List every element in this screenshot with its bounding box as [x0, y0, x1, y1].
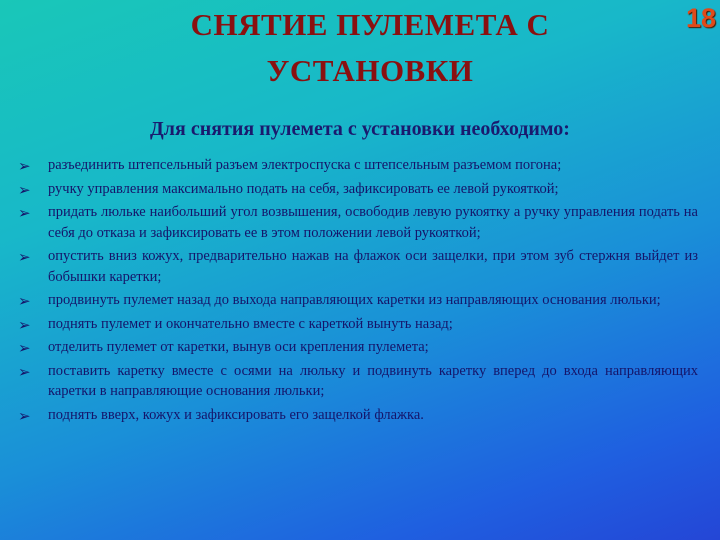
arrow-bullet-icon: ➢ [18, 315, 31, 334]
arrow-bullet-icon: ➢ [18, 292, 31, 310]
list-item [18, 337, 698, 358]
slide-title [150, 2, 590, 94]
list-item-text: опустить вниз кожух, предварительно нажав на флажок оси защелки, при этом зуб стержня выйдет из бобышки каретки; [48, 248, 698, 285]
list-item-text: придать люльке наибольший угол возвышения, освободив левую рукоятку а ручку управления подать на себя до отказа и зафиксировать ее в этом положении левой рукояткой; [48, 204, 698, 241]
title-line-1: СНЯТИЕ ПУЛЕМЕТА С [190, 7, 550, 42]
list-item [18, 202, 698, 243]
slide-subtitle: Для снятия пулемета с установки необходимо: [150, 118, 570, 140]
arrow-bullet-icon: ➢ [18, 204, 31, 222]
arrow-bullet-icon: ➢ [18, 406, 31, 425]
list-item-text: разъединить штепсельный разъем электроспуска с штепсельным разъемом погона; [48, 157, 562, 173]
title-line-2: УСТАНОВКИ [266, 53, 474, 88]
list-item-text: поставить каретку вместе с осями на люльку и подвинуть каретку вперед до входа направляющих каретки в направляющие основания люльки; [48, 362, 698, 399]
arrow-bullet-icon: ➢ [18, 362, 31, 381]
list-item [18, 155, 698, 176]
list-item-text: продвинуть пулемет назад до выхода направляющих каретки из направляющих основания люльки; [48, 292, 661, 308]
list-item [18, 405, 698, 426]
instruction-list [18, 155, 698, 428]
list-item [18, 314, 698, 335]
list-item-text: поднять пулемет и окончательно вместе с кареткой вынуть назад; [48, 315, 453, 332]
list-item-text: отделить пулемет от каретки, вынув оси крепления пулемета; [48, 339, 429, 355]
list-item [18, 290, 698, 311]
page-number: 18 [685, 3, 716, 33]
list-item [18, 246, 698, 287]
arrow-bullet-icon: ➢ [18, 157, 31, 175]
list-item-text: поднять вверх, кожух и зафиксировать его защелкой флажка. [48, 406, 424, 423]
arrow-bullet-icon: ➢ [18, 248, 31, 266]
list-item [18, 179, 698, 200]
list-item-text: ручку управления максимально подать на себя, зафиксировать ее левой рукояткой; [48, 180, 559, 197]
arrow-bullet-icon: ➢ [18, 339, 31, 357]
list-item [18, 361, 698, 402]
arrow-bullet-icon: ➢ [18, 180, 31, 199]
